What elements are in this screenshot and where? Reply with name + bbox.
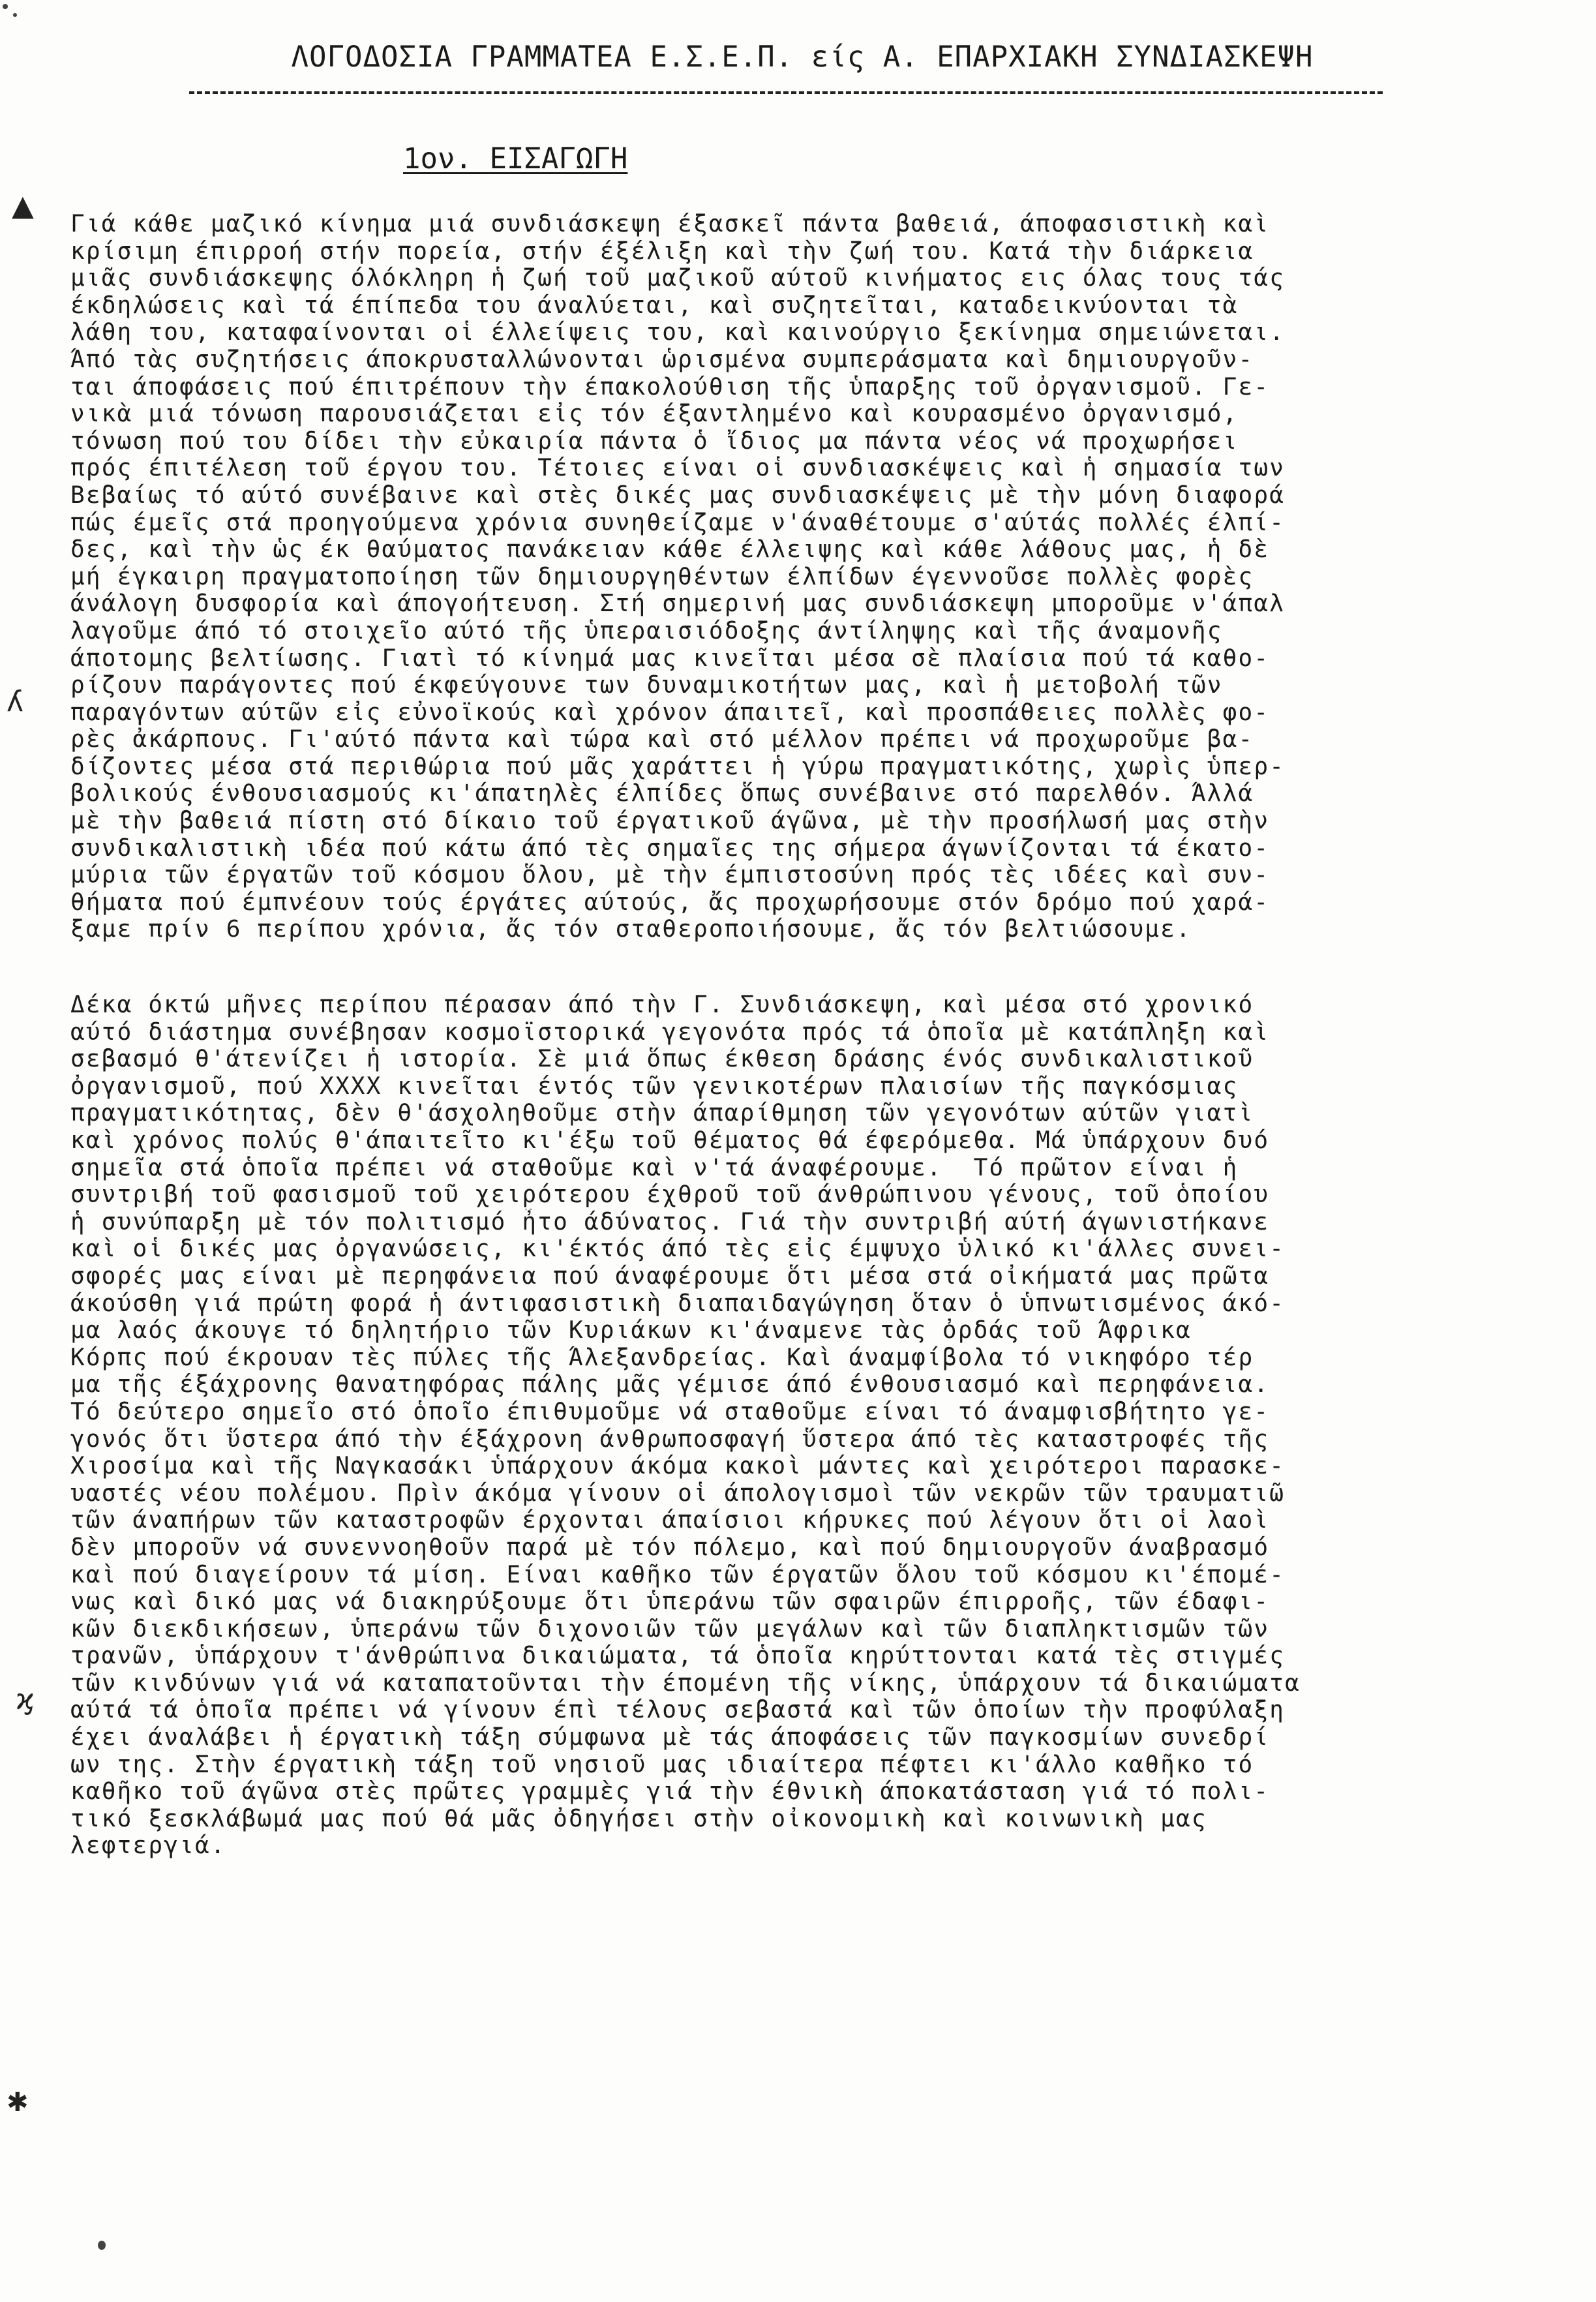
- text-line: θήματα πού έμπνέουν τούς έργάτες αύτούς, ἄς προχωρήσουμε στόν δρόμο πού χαρά-: [70, 888, 1270, 916]
- document-header: ΛΟΓΟΔΟΣΙΑ ΓΡΑΜΜΑΤΕΑ Ε.Σ.Ε.Π. είς Α. ΕΠΑΡΧΙΑΚΗ ΣΥΝΔΙΑΣΚΕΨΗ: [291, 40, 1314, 74]
- text-line: δίζοντες μέσα στά περιθώρια πού μᾶς χαράττει ἡ γύρω πραγματικότης, χωρὶς ὑπερ-: [70, 753, 1286, 780]
- text-line: τρανῶν, ὑπάρχουν τ'άνθρώπινα δικαιώματα, τά ὁποῖα κηρύττονται κατά τὲς στιγμές: [70, 1643, 1286, 1670]
- section-heading: 1ον. ΕΙΣΑΓΩΓΗ: [403, 142, 628, 175]
- text-line: κῶν διεκδικήσεων, ὑπεράνω τῶν διχονοιῶν τῶν μεγάλων καὶ τῶν διαπληκτισμῶν τῶν: [70, 1615, 1270, 1643]
- text-line: άποτομης βελτίωσης. Γιατὶ τό κίνημά μας κινεῖται μέσα σὲ πλαίσια πού τά καθο-: [70, 644, 1270, 672]
- text-line: λάθη του, καταφαίνονται οἱ έλλείψεις του, καὶ καινούργιο ξεκίνημα σημειώνεται.: [70, 319, 1286, 346]
- margin-pen-mark: ϗ: [16, 1683, 35, 1716]
- text-line: τόνωση πού του δίδει τὴν εὐκαιρία πάντα ὁ ἴδιος μα πάντα νέος νά προχωρήσει: [70, 427, 1239, 455]
- text-line: Βεβαίως τό αύτό συνέβαινε καὶ στὲς δικές μας συνδιασκέψεις μὲ τὴν μόνη διαφορά: [70, 481, 1286, 509]
- text-line: σημεῖα στά ὁποῖα πρέπει νά σταθοῦμε καὶ ν'τά άναφέρουμε. Τό πρῶτον είναι ἡ: [70, 1154, 1239, 1181]
- text-line: τῶν κινδύνων γιά νά καταπατοῦνται τὴν έπομένη τῆς νίκης, ὑπάρχουν τά δικαιώματα: [70, 1669, 1301, 1697]
- text-line: έκδηλώσεις καὶ τά έπίπεδα του άναλύεται, καὶ συζητεῖται, καταδεικνύονται τὰ: [70, 292, 1239, 319]
- text-line: μή έγκαιρη πραγματοποίηση τῶν δημιουργηθέντων έλπίδων έγεννοῦσε πολλὲς φορὲς: [70, 563, 1254, 590]
- text-line: μιᾶς συνδιάσκεψης όλόκληρη ἡ ζωή τοῦ μαζικοῦ αύτοῦ κινήματος εις όλας τους τάς: [70, 265, 1286, 292]
- text-line: έχει άναλάβει ἡ έργατικὴ τάξη σύμφωνα μὲ τάς άποφάσεις τῶν παγκοσμίων συνεδρί: [70, 1724, 1270, 1751]
- text-line: πραγματικότητας, δὲν θ'άσχοληθοῦμε στὴν άπαρίθμηση τῶν γεγονότων αύτῶν γιατὶ: [70, 1100, 1254, 1127]
- text-line: Κόρπς πού έκρουαν τὲς πύλες τῆς Άλεξανδρείας. Καὶ άναμφίβολα τό νικηφόρο τέρ: [70, 1344, 1254, 1371]
- body-paragraph: [70, 992, 1558, 1860]
- text-line: ται άποφάσεις πού έπιτρέπουν τὴν έπακολούθιση τῆς ὑπαρξης τοῦ ὀργανισμοῦ. Γε-: [70, 373, 1270, 401]
- text-line: Τό δεύτερο σημεῖο στό ὁποῖο έπιθυμοῦμε νά σταθοῦμε είναι τό άναμφισβήτητο γε-: [70, 1398, 1270, 1425]
- text-line: βολικούς ένθουσιασμούς κι'άπατηλὲς έλπίδες ὅπως συνέβαινε στό παρελθόν. Άλλά: [70, 780, 1254, 808]
- text-line: Άπό τὰς συζητήσεις άποκρυσταλλώνονται ὡρισμένα συμπεράσματα καὶ δημιουργοῦν-: [70, 346, 1254, 373]
- text-line: ρὲς ἀκάρπους. Γι'αύτό πάντα καὶ τώρα καὶ στό μέλλον πρέπει νά προχωροῦμε βα-: [70, 726, 1254, 753]
- text-line: μα λαός άκουγε τό δηλητήριο τῶν Κυριάκων κι'άναμενε τὰς ὀρδάς τοῦ Άφρικα: [70, 1317, 1192, 1344]
- text-line: τῶν άναπήρων τῶν καταστροφῶν έρχονται άπαίσιοι κήρυκες πού λέγουν ὅτι οἱ λαοὶ: [70, 1507, 1270, 1534]
- text-line: δὲν μποροῦν νά συνεννοηθοῦν παρά μὲ τόν πόλεμο, καὶ πού δημιουργοῦν άναβρασμό: [70, 1534, 1270, 1561]
- text-line: ων της. Στὴν έργατικὴ τάξη τοῦ νησιοῦ μας ιδιαίτερα πέφτει κι'άλλο καθῆκο τό: [70, 1751, 1254, 1778]
- text-line: ὀργανισμοῦ, πού ΧΧΧΧ κινεῖται έντός τῶν γενικοτέρων πλαισίων τῆς παγκόσμιας: [70, 1072, 1239, 1100]
- scan-speck: [3, 4, 8, 9]
- text-line: αύτά τά ὁποῖα πρέπει νά γίνουν έπὶ τέλους σεβαστά καὶ τῶν ὁποίων τὴν προφύλαξη: [70, 1697, 1286, 1724]
- text-line: Χιροσίμα καὶ τῆς Ναγκασάκι ὑπάρχουν άκόμα κακοὶ μάντες καὶ χειρότεροι παρασκε-: [70, 1453, 1286, 1480]
- text-line: λαγοῦμε άπό τό στοιχεῖο αύτό τῆς ὑπεραισιόδοξης άντίληψης καὶ τῆς άναμονῆς: [70, 617, 1223, 644]
- margin-pen-mark: ✱: [7, 2087, 29, 2117]
- text-line: τικό ξεσκλάβωμά μας πού θά μᾶς ὀδηγήσει στὴν οἰκονομικὴ καὶ κοινωνικὴ μας: [70, 1805, 1207, 1832]
- text-line: Δέκα όκτώ μῆνες περίπου πέρασαν άπό τὴν Γ. Συνδιάσκεψη, καὶ μέσα στό χρονικό: [70, 992, 1254, 1019]
- text-line: ἡ συνύπαρξη μὲ τόν πολιτισμό ἦτο άδύνατος. Γιά τὴν συντριβή αύτή άγωνιστήκανε: [70, 1208, 1270, 1235]
- text-line: νικὰ μιά τόνωση παρουσιάζεται εἰς τόν έξαντλημένο καὶ κουρασμένο ὀργανισμό,: [70, 401, 1239, 428]
- text-line: καὶ χρόνος πολύς θ'άπαιτεῖτο κι'έξω τοῦ θέματος θά έφερόμεθα. Μά ὑπάρχουν δυό: [70, 1127, 1270, 1154]
- text-line: ξαμε πρίν 6 περίπου χρόνια, ἄς τόν σταθεροποιήσουμε, ἄς τόν βελτιώσουμε.: [70, 916, 1192, 943]
- text-line: πώς έμεῖς στά προηγούμενα χρόνια συνηθείζαμε ν'άναθέτουμε σ'αύτάς πολλές έλπί-: [70, 509, 1286, 536]
- text-line: καθῆκο τοῦ άγῶνα στὲς πρῶτες γραμμὲς γιά τὴν έθνικὴ άποκατάσταση γιά τό πολι-: [70, 1778, 1270, 1806]
- text-line: συνδικαλιστικὴ ιδέα πού κάτω άπό τὲς σημαῖες της σήμερα άγωνίζονται τά έκατο-: [70, 834, 1270, 862]
- body-paragraph: [70, 211, 1558, 943]
- text-line: Γιά κάθε μαζικό κίνημα μιά συνδιάσκεψη έξασκεῖ πάντα βαθειά, άποφασιστικὴ καὶ: [70, 211, 1270, 237]
- margin-pen-mark: ▲: [12, 189, 34, 222]
- text-line: νως καὶ δικό μας νά διακηρύξουμε ὅτι ὑπεράνω τῶν σφαιρῶν έπιρροῆς, τῶν έδαφι-: [70, 1588, 1270, 1616]
- scan-speck: [13, 13, 17, 17]
- text-line: δες, καὶ τὴν ὡς έκ θαύματος πανάκειαν κάθε έλλειψης καὶ κάθε λάθους μας, ἡ δὲ: [70, 536, 1270, 564]
- text-line: υαστές νέου πολέμου. Πρὶν άκόμα γίνουν οἱ άπολογισμοὶ τῶν νεκρῶν τῶν τραυματιῶ: [70, 1479, 1286, 1507]
- text-line: άκούσθη γιά πρώτη φορά ἡ άντιφασιστικὴ διαπαιδαγώγηση ὅταν ὁ ὑπνωτισμένος άκό-: [70, 1290, 1286, 1317]
- text-line: πρός έπιτέλεση τοῦ έργου του. Τέτοιες είναι οἱ συνδιασκέψεις καὶ ἡ σημασία των: [70, 455, 1286, 482]
- header-divider: [189, 91, 1383, 94]
- text-line: καὶ πού διαγείρουν τά μίση. Είναι καθῆκο τῶν έργατῶν ὅλου τοῦ κόσμου κι'έπομέ-: [70, 1561, 1286, 1588]
- text-line: σεβασμό θ'άτενίζει ἡ ιστορία. Σὲ μιά ὅπως έκθεση δράσης ένός συνδικαλιστικοῦ: [70, 1046, 1254, 1073]
- text-line: μὲ τὴν βαθειά πίστη στό δίκαιο τοῦ έργατικοῦ άγῶνα, μὲ τὴν προσήλωσή μας στὴν: [70, 808, 1270, 835]
- text-line: ρίζουν παράγοντες πού έκφεύγουνε των δυναμικοτήτων μας, καὶ ἡ μετοβολή τῶν: [70, 672, 1223, 699]
- scan-speck: [98, 2241, 106, 2250]
- text-line: άνάλογη δυσφορία καὶ άπογοήτευση. Στή σημερινή μας συνδιάσκεψη μποροῦμε ν'άπαλ: [70, 590, 1286, 618]
- text-line: μύρια τῶν έργατῶν τοῦ κόσμου ὅλου, μὲ τὴν έμπιστοσύνη πρός τὲς ιδέες καὶ συν-: [70, 862, 1270, 889]
- text-line: παραγόντων αύτῶν εἰς εὐνοϊκούς καὶ χρόνον άπαιτεῖ, καὶ προσπάθειες πολλὲς φο-: [70, 699, 1270, 726]
- text-line: γονός ὅτι ὕστερα άπό τὴν έξάχρονη άνθρωποσφαγή ὕστερα άπό τὲς καταστροφές τῆς: [70, 1425, 1270, 1453]
- text-line: καὶ οἱ δικές μας ὀργανώσεις, κι'έκτός άπό τὲς εἰς έμψυχο ὑλικό κι'άλλες συνει-: [70, 1235, 1286, 1263]
- text-line: μα τῆς έξάχρονης θανατηφόρας πάλης μᾶς γέμισε άπό ένθουσιασμό καὶ περηφάνεια.: [70, 1371, 1270, 1399]
- text-line: συντριβή τοῦ φασισμοῦ τοῦ χειρότερου έχθροῦ τοῦ άνθρώπινου γένους, τοῦ ὁποίου: [70, 1181, 1270, 1209]
- text-line: αύτό διάστημα συνέβησαν κοσμοϊστορικά γεγονότα πρός τά ὁποῖα μὲ κατάπληξη καὶ: [70, 1018, 1270, 1046]
- document-body: [70, 211, 1558, 1860]
- text-line: λεφτεργιά.: [70, 1832, 226, 1860]
- text-line: κρίσιμη έπιρροή στήν πορεία, στήν έξέλιξη καὶ τὴν ζωή του. Κατά τὴν διάρκεια: [70, 237, 1254, 265]
- text-line: σφορές μας είναι μὲ περηφάνεια πού άναφέρουμε ὅτι μέσα στά οἰκήματά μας πρῶτα: [70, 1262, 1270, 1290]
- margin-pen-mark: ʎ: [7, 685, 24, 718]
